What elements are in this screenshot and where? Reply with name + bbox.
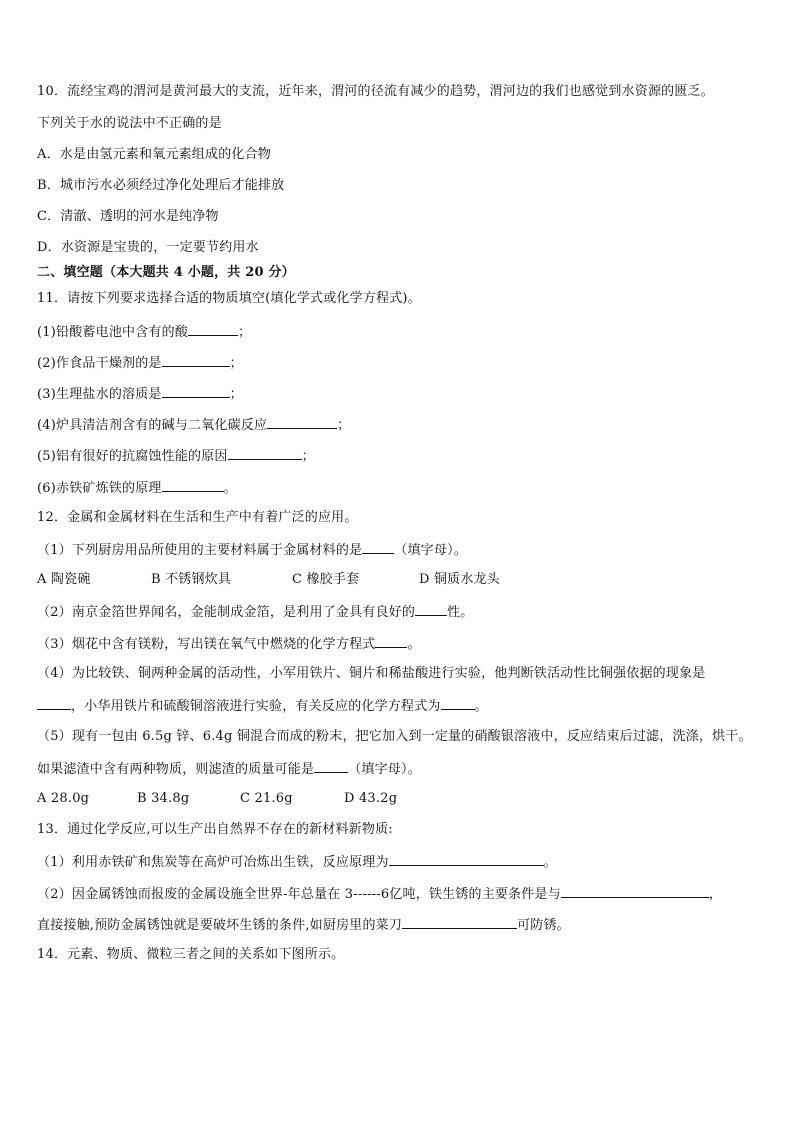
q11-stem: 11．请按下列要求选择合适的物质填空(填化学式或化学方程式)。 [37, 291, 421, 306]
q11-item-3: (3)生理盐水的溶质是 ； [37, 387, 243, 402]
answer-blank[interactable] [228, 447, 302, 460]
answer-blank[interactable] [375, 635, 407, 648]
q12-part-1: （1）下列厨房用品所使用的主要材料属于金属材料的是 （填字母）。 [37, 543, 467, 558]
section-heading: 二、填空题（本大题共 4 小题，共 20 分） [37, 265, 295, 280]
answer-blank[interactable] [415, 603, 447, 616]
q12-option-b: B 不锈钢炊具 [151, 572, 232, 587]
answer-blank[interactable] [162, 354, 230, 367]
q13-part-2-line2: 直接接触,预防金属锈蚀就是要破坏生锈的条件,如厨房里的菜刀 可防锈。 [37, 918, 570, 933]
q10-option-b: B．城市污水必须经过净化处理后才能排放 [37, 178, 285, 193]
q13-part-2-line1: （2）因金属锈蚀而报废的金属设施全世界-年总量在 3------6亿吨，铁生锈的主要条件是与 ， [37, 887, 723, 902]
answer-blank[interactable] [188, 323, 238, 336]
q11-item-1: (1)铅酸蓄电池中含有的酸 ； [37, 325, 252, 340]
q11-item-4: (4)炉具清洁剂含有的碱与二氧化碳反应 ； [37, 418, 351, 433]
q12-p5-option-a: A 28.0g [37, 791, 90, 806]
q12-part-4-line2: ，小华用铁片和硫酸铜溶液进行实验，有关反应的化学方程式为 。 [37, 697, 774, 715]
q12-p5-option-b: B 34.8g [137, 791, 190, 806]
q10-option-c: C．清澈、透明的河水是纯净物 [37, 209, 219, 224]
q10-stem: 10．流经宝鸡的渭河是黄河最大的支流，近年来，渭河的径流有减少的趋势，渭河边的我们也感觉到水资源的匮乏。 [37, 84, 714, 99]
answer-blank[interactable] [37, 697, 71, 710]
answer-blank[interactable] [314, 760, 348, 773]
answer-blank[interactable] [162, 479, 224, 492]
answer-blank[interactable] [402, 916, 517, 929]
q12-part-5-line2: 如果滤渣中含有两种物质，则滤渣的质量可能是 （填字母）。 [37, 762, 421, 777]
q13-part-1: （1）利用赤铁矿和焦炭等在高炉可冶炼出生铁，反应原理为 。 [37, 855, 557, 870]
q12-part-5-line1: （5）现有一包由 6.5g 锌、6.4g 铜混合而成的粉末，把它加入到一定量的硝酸银溶液中，反应结束后过滤，洗涤，烘干。 [37, 729, 752, 744]
answer-blank[interactable] [389, 853, 544, 866]
q11-item-6: (6)赤铁矿炼铁的原理 。 [37, 481, 237, 496]
q12-stem: 12．金属和金属材料在生活和生产中有着广泛的应用。 [37, 510, 358, 525]
q10-option-d: D．水资源是宝贵的，一定要节约用水 [37, 240, 259, 255]
answer-blank[interactable] [441, 697, 475, 710]
q12-part-3: （3）烟花中含有镁粉，写出镁在氧气中燃烧的化学方程式 。 [37, 637, 421, 652]
q12-p5-option-c: C 21.6g [240, 791, 293, 806]
q12-part-4-line1: （4）为比较铁、铜两种金属的活动性，小军用铁片、铜片和稀盐酸进行实验，他判断铁活动性比铜强依据的现象是 [37, 666, 706, 681]
q11-item-5: (5)铝有很好的抗腐蚀性能的原因 ； [37, 449, 315, 464]
answer-blank[interactable] [267, 416, 337, 429]
answer-blank[interactable] [362, 541, 394, 554]
q12-part-5-options [37, 791, 774, 807]
q10-prompt: 下列关于水的说法中不正确的是 [37, 116, 222, 131]
q14-stem: 14．元素、物质、微粒三者之间的关系如下图所示。 [37, 947, 345, 962]
q12-part-1-options [37, 572, 774, 588]
q13-stem: 13．通过化学反应,可以生产出自然界不存在的新材料新物质: [37, 822, 393, 837]
answer-blank[interactable] [162, 385, 230, 398]
q12-option-d: D 铜质水龙头 [419, 572, 500, 587]
q12-option-c: C 橡胶手套 [292, 572, 360, 587]
q11-item-2: (2)作食品干燥剂的是 ； [37, 356, 243, 371]
answer-blank[interactable] [561, 885, 709, 898]
q12-option-a: A 陶瓷碗 [37, 572, 91, 587]
q10-option-a: A．水是由氢元素和氧元素组成的化合物 [37, 147, 271, 162]
q12-p5-option-d: D 43.2g [344, 791, 398, 806]
q12-part-2: （2）南京金箔世界闻名，金能制成金箔，是利用了金具有良好的 性。 [37, 605, 474, 620]
